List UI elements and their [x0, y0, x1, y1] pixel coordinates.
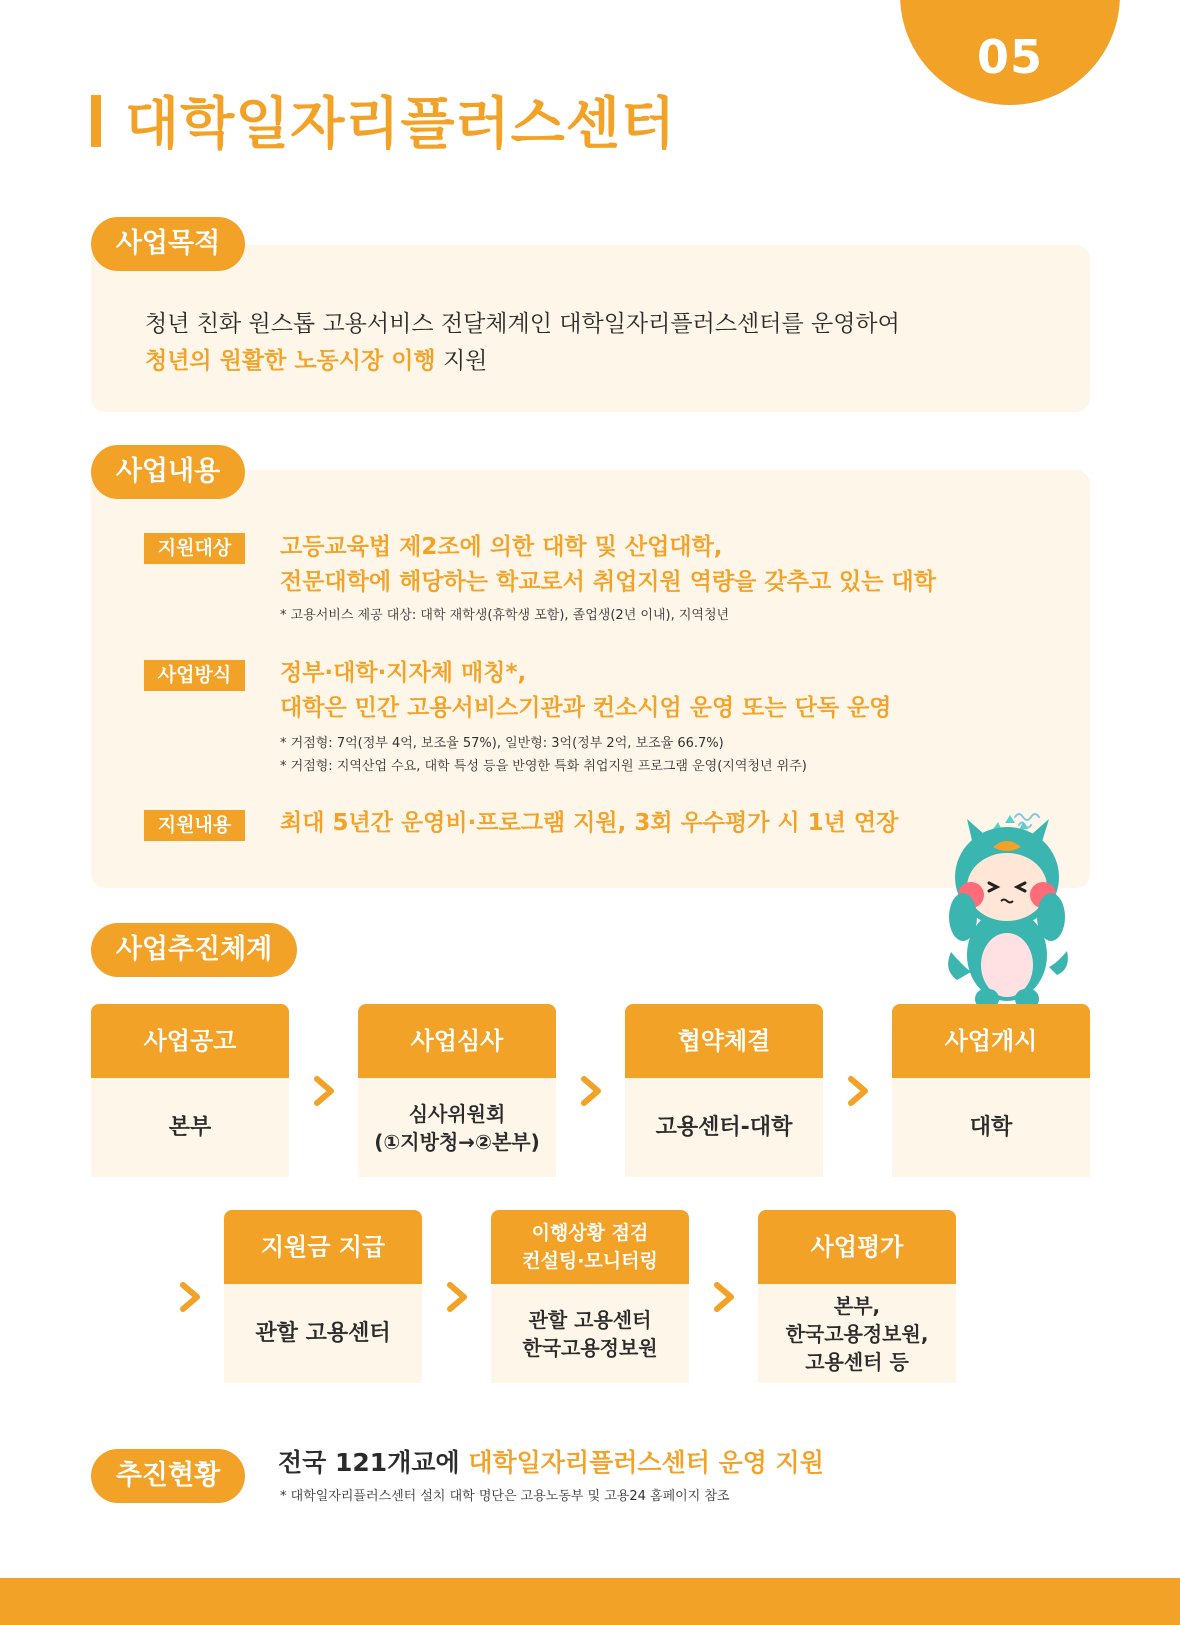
row-main-support-target	[280, 530, 936, 600]
step-body-line: 관할 고용센터	[528, 1307, 652, 1332]
step-body: 본부	[91, 1078, 289, 1177]
chevron-right-icon	[177, 1281, 203, 1313]
process-step-6	[491, 1210, 689, 1383]
row-tag-business-method: 사업방식	[144, 660, 245, 691]
row-tag-support-target: 지원대상	[144, 533, 245, 564]
row-main-line: 정부·대학·지자체 매칭*,	[280, 660, 527, 686]
row-note: * 거점형: 7억(정부 4억, 보조율 57%), 일반형: 3억(정부 2억, 보조율 66.7%)	[280, 736, 724, 751]
row-main-line: 전문대학에 해당하는 학교로서 취업지원 역량을 갖추고 있는 대학	[280, 569, 936, 595]
step-body: 고용센터-대학	[625, 1078, 823, 1177]
step-body-line: (①지방청→②본부)	[374, 1129, 540, 1154]
page-title: 대학일자리플러스센터	[125, 92, 676, 157]
dinosaur-mascot-icon	[945, 805, 1070, 1010]
purpose-label: 사업목적	[91, 217, 245, 271]
status-main	[278, 1443, 824, 1479]
row-note: * 거점형: 지역산업 수요, 대학 특성 등을 반영한 특화 취업지원 프로그램 운영(지역청년 위주)	[280, 759, 807, 774]
process-step-1	[91, 1004, 289, 1177]
status-label: 추진현황	[91, 1449, 245, 1503]
step-body	[491, 1284, 689, 1383]
step-title-line: 컨설팅·모니터링	[522, 1250, 658, 1272]
step-body	[358, 1078, 556, 1177]
step-title: 사업심사	[358, 1004, 556, 1078]
row-main-line: 최대 5년간 운영비·프로그램 지원, 3회 우수평가 시 1년 연장	[280, 810, 899, 836]
row-tag-support-content: 지원내용	[144, 810, 245, 841]
purpose-line-2-rest: 지원	[435, 348, 488, 374]
page-number: 05	[976, 30, 1043, 84]
process-step-4	[892, 1004, 1090, 1177]
chevron-right-icon	[711, 1281, 737, 1313]
chevron-right-icon	[444, 1281, 470, 1313]
footer-bar	[0, 1578, 1180, 1625]
process-step-5	[224, 1210, 422, 1383]
title-accent-bar	[91, 95, 101, 147]
step-title: 지원금 지급	[224, 1210, 422, 1284]
step-body-line: 한국고용정보원	[522, 1335, 658, 1360]
process-step-2	[358, 1004, 556, 1177]
step-title	[491, 1210, 689, 1284]
step-title: 협약체결	[625, 1004, 823, 1078]
step-title: 사업개시	[892, 1004, 1090, 1078]
row-main-line: 고등교육법 제2조에 의한 대학 및 산업대학,	[280, 534, 723, 560]
purpose-line-1: 청년 친화 원스톱 고용서비스 전달체계인 대학일자리플러스센터를 운영하여	[145, 311, 900, 337]
step-title-line: 이행상황 점검	[531, 1222, 649, 1244]
step-body	[758, 1284, 956, 1383]
step-body-line: 한국고용정보원,	[785, 1321, 929, 1346]
step-body: 대학	[892, 1078, 1090, 1177]
chevron-right-icon	[311, 1075, 337, 1107]
purpose-line-2	[145, 342, 487, 375]
step-title: 사업평가	[758, 1210, 956, 1284]
status-highlight: 대학일자리플러스센터 운영 지원	[468, 1448, 824, 1477]
chevron-right-icon	[578, 1075, 604, 1107]
step-body-line: 본부,	[833, 1293, 881, 1318]
step-body-line: 심사위원회	[408, 1101, 506, 1126]
process-label: 사업추진체계	[91, 923, 297, 977]
status-note: * 대학일자리플러스센터 설치 대학 명단은 고용노동부 및 고용24 홈페이지 참조	[280, 1489, 730, 1504]
step-title: 사업공고	[91, 1004, 289, 1078]
row-note: * 고용서비스 제공 대상: 대학 재학생(휴학생 포함), 졸업생(2년 이내), 지역청년	[280, 608, 730, 623]
step-body: 관할 고용센터	[224, 1284, 422, 1383]
row-main-support-content	[280, 806, 898, 841]
content-label: 사업내용	[91, 445, 245, 499]
status-prefix: 전국 121개교에	[278, 1448, 469, 1477]
row-main-business-method	[280, 656, 892, 726]
process-step-3	[625, 1004, 823, 1177]
row-main-line: 대학은 민간 고용서비스기관과 컨소시엄 운영 또는 단독 운영	[280, 695, 892, 721]
step-body-line: 고용센터 등	[805, 1349, 909, 1374]
process-step-7	[758, 1210, 956, 1383]
purpose-highlight: 청년의 원활한 노동시장 이행	[145, 348, 436, 374]
chevron-right-icon	[845, 1075, 871, 1107]
